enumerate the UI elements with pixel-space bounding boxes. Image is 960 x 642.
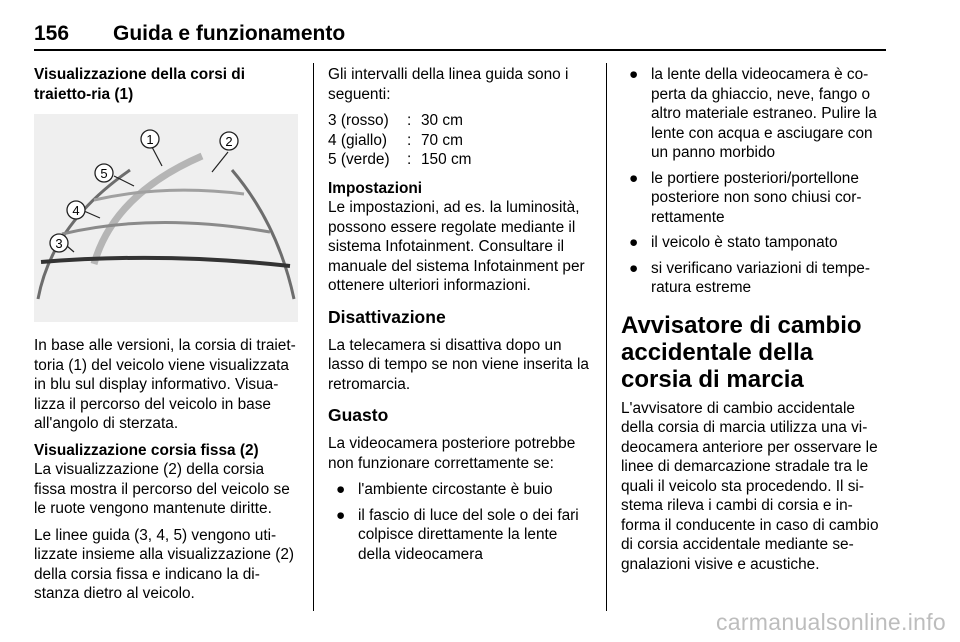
svg-text:3: 3 (55, 236, 63, 251)
svg-text:1: 1 (146, 132, 154, 147)
guideline-4 (62, 222, 270, 234)
fault-list (328, 480, 592, 564)
guidelines-paragraph: Le linee guida (3, 4, 5) vengono uti-lizzate insieme alla visualizzazione (2) della corsia fissa e indicano la di-stanza dietro al veicolo. (34, 526, 295, 602)
fault-list-continued (621, 65, 887, 298)
list-item: ● il fascio di luce del sole o dei fari colpisce direttamente la lente della videocamera (336, 506, 579, 563)
svg-text:2: 2 (225, 134, 233, 149)
deactivation-paragraph: La telecamera si disattiva dopo un lasso di tempo se non viene inserita la retromarcia. (328, 336, 589, 393)
list-item: ● il veicolo è stato tamponato (629, 234, 838, 251)
header-rule (34, 49, 886, 51)
callout-5 (95, 164, 113, 182)
heading-fixed-lane: Visualizzazione corsia fissa (2) (34, 441, 259, 459)
spec-row-green: 5 (verde) : 150 cm (328, 151, 472, 168)
callout-4 (67, 201, 85, 219)
callout-4-leader (84, 211, 100, 218)
guideline-intervals-intro: Gli intervalli della linea guida sono i seguenti: (328, 66, 569, 103)
column-1 (34, 65, 298, 611)
heading-fault: Guasto (328, 405, 389, 425)
watermark: carmanualsonline.info (715, 609, 946, 635)
list-item: ● la lente della videocamera è co-perta da ghiaccio, neve, fango o altro materiale estraneo. Pulire la lente con acqua e asciugare con un panno morbido (629, 66, 877, 161)
column-3 (621, 65, 887, 581)
page-header (34, 20, 886, 51)
column-divider-2 (606, 63, 607, 611)
page-title: Guida e funzionamento (113, 22, 346, 45)
guideline-3 (41, 258, 290, 266)
list-item: ● si verificano variazioni di tempe-ratura estreme (629, 259, 870, 296)
heading-deactivation: Disattivazione (328, 306, 446, 327)
fault-paragraph: La videocamera posteriore potrebbe non funzionare correttamente se: (328, 435, 576, 472)
callout-1 (141, 130, 159, 148)
guideline-5 (94, 190, 244, 200)
fixed-lane-right-line (232, 170, 294, 299)
trajectory-lane-paragraph: In base alle versioni, la corsia di traiet-toria (1) del veicolo viene visualizzata in blu sul display informativo. Visua-lizza il percorso del veicolo in base all'angolo di sterzata. (34, 337, 296, 432)
spec-row-yellow: 4 (giallo) : 70 cm (328, 131, 463, 149)
settings-paragraph: Le impostazioni, ad es. la luminosità, possono essere regolate mediante il sistema Infotainment. Consultare il manuale del sistema Infotainment per ottenere ulteriori informazioni. (328, 199, 585, 294)
list-item: ● l'ambiente circostante è buio (336, 481, 553, 498)
heading-trajectory-lane: Visualizzazione della corsi di traietto-ria (1) (34, 66, 245, 103)
spec-row-red: 3 (rosso) : 30 cm (328, 112, 463, 129)
callout-3 (50, 234, 68, 252)
callout-1-leader (152, 147, 162, 166)
callout-3-leader (67, 246, 74, 252)
fixed-lane-paragraph: La visualizzazione (2) della corsia fissa mostra il percorso del veicolo se le ruote vengono mantenute diritte. (34, 461, 290, 517)
list-item: ● le portiere posteriori/portellone posteriore non sono chiusi cor-rettamente (629, 169, 862, 226)
column-2 (328, 65, 592, 570)
svg-text:5: 5 (100, 166, 108, 181)
lane-departure-paragraph: L'avvisatore di cambio accidentale della corsia di marcia utilizza una vi-deocamera anteriore per osservare le linee di demarcazione stradale tra le quali il veicolo sta procedendo. Il si-stema rileva i cambi di corsia e in-forma il conducente in caso di cambio di corsia accidentale mediante se-gnalazioni visive e acustiche. (621, 399, 879, 573)
callout-2-leader (212, 152, 228, 172)
page-number: 156 (34, 22, 70, 45)
heading-lane-departure-warning: Avvisatore di cambio accidentale della corsia di marcia (621, 311, 862, 393)
camera-guidelines-figure (34, 114, 298, 322)
column-divider-1 (313, 63, 314, 611)
svg-text:4: 4 (72, 203, 80, 218)
heading-settings: Impostazioni (328, 179, 423, 197)
callout-2 (220, 132, 238, 150)
fixed-lane-left-line (38, 170, 130, 299)
